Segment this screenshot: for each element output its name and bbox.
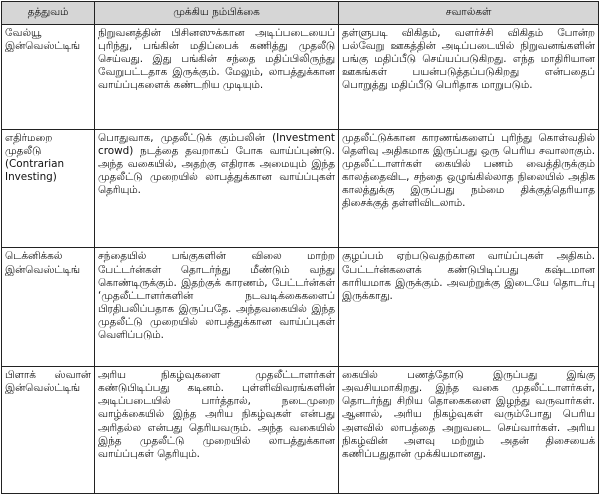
philosophy-cell: வேல்யூ இன்வெஸ்ட்டிங் [2,25,95,130]
header-row [2,2,599,25]
philosophy-table-container [1,1,598,494]
challenges-cell: கையில் பணத்தோடு இருப்பது இங்கு அவசியமாகிறது. இந்த வகை முதலீட்டாளர்கள், தொடர்ந்து சிறிய தொகைகளை இழந்து வருவார்கள். ஆனால், அரிய நிகழ்வுகள் வரும்போது பெரிய அளவில் லாபத்தை அறுவடை செய்வார்கள். அரிய நிகழ்வின் அளவு மற்றும் அதன் திசையைக் கணிப்பதுதான் முக்கியமானது. [339,367,599,494]
table-row [2,248,599,367]
belief-cell: சந்தையில் பங்குகளின் விலை மாற்ற பேட்டர்ன்கள் தொடர்ந்து மீண்டும் வந்து கொண்டிருக்கும். இதற்குக் காரணம், பேட்டர்ன்கள் ‘முதலீட்டாளர்களின் நடவடிக்கைகளைப் பிரதிபலிப்பதாக இருப்பதே. அந்தவகையில் இந்த முதலீட்டு முறையில் லாபத்துக்கான வாய்ப்புகள் வெளிப்படும். [95,248,339,367]
philosophy-cell: பிளாக் ஸ்வான் இன்வெஸ்ட்டிங் [2,367,95,494]
header-key-belief: முக்கிய நம்பிக்கை [95,2,339,25]
belief-cell: அரிய நிகழ்வுகளை முதலீட்டாளர்கள் கண்டுபிடிப்பது கடினம். புள்ளிவிவரங்களின் அடிப்படையில் பார்த்தால், நடைமுறை வாழ்க்கையில் இந்த அரிய நிகழ்வுகள் என்பது அரிதல்ல என்பது தெரியவரும். அந்த வகையில் இந்த முதலீட்டு முறையில் லாபத்துக்கான வாய்ப்புகள் தெரியும். [95,367,339,494]
philosophy-cell: டெக்னிக்கல் இன்வெஸ்ட்டிங் [2,248,95,367]
belief-cell: நிறுவனத்தின் பிசினஸுக்கான அடிப்படையைப் புரிந்து, பங்கின் மதிப்பைக் கணித்து முதலீடு செய்வது. இது பங்கின் சந்தை மதிப்பிலிருந்து வேறுபட்டதாக இருக்கும். மேலும், லாபத்துக்கான வாய்ப்புகளைக் கண்டறிய முடியும். [95,25,339,130]
challenges-cell: முதலீட்டுக்கான காரணங்களைப் புரிந்து கொள்வதில் தெளிவு அதிகமாக இருப்பது ஒரு பெரிய சவாலாகும். முதலீட்டாளர்கள் கையில் பணம் வைத்திருக்கும் காலத்தைவிட, சந்தை ஒழுங்கில்லாத நிலையில் அதிக காலத்துக்கு இருப்பது நம்மை திக்குத்தெரியாத திசைக்குத் தள்ளிவிடலாம். [339,129,599,248]
challenges-cell: குழப்பம் ஏற்படுவதற்கான வாய்ப்புகள் அதிகம். பேட்டர்ன்களைக் கண்டுபிடிப்பது கஷ்டமான காரியமாக இருக்கும். அவற்றுக்கு இடையே தொடர்பு இருக்காது. [339,248,599,367]
table-row [2,129,599,248]
challenges-cell: தள்ளுபடி விகிதம், வளர்ச்சி விகிதம் போன்ற பல்வேறு ஊகத்தின் அடிப்படையில் நிறுவனங்களின் பங்கு மதிப்பீடு செய்யப்படுகிறது. எந்த மாதிரியான ஊகங்கள் பயன்படுத்தப்படுகிறது என்பதைப் பொறுத்து மதிப்பீடு பெரிதாக மாறுபடும். [339,25,599,130]
investment-philosophy-table [1,1,599,494]
philosophy-cell: எதிர்மறை முதலீடு (Contrarian Investing) [2,129,95,248]
belief-cell: பொதுவாக, முதலீட்டுக் கும்பலின் (Investment crowd) நடத்தை தவறாகப் போக வாய்ப்புண்டு. அந்த வகையில், அதற்கு எதிராக அமையும் இந்த முதலீட்டு முறையில் லாபத்துக்கான வாய்ப்புகள் தெரியும். [95,129,339,248]
table-row [2,367,599,494]
table-row [2,25,599,130]
header-philosophy: தத்துவம் [2,2,95,25]
header-challenges: சவால்கள் [339,2,599,25]
